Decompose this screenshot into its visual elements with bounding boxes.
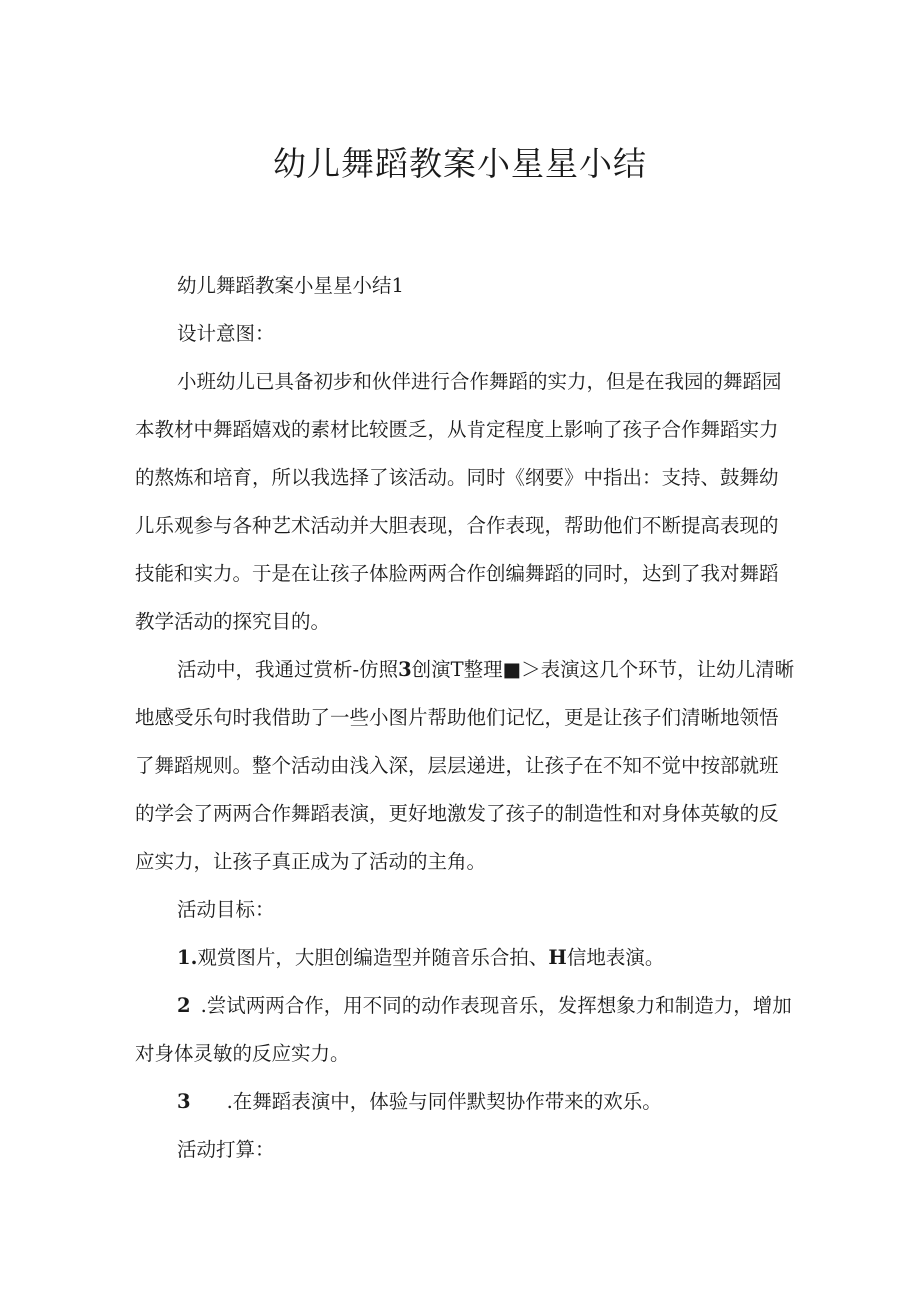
document-body [135, 262, 795, 1174]
section-heading-text: 幼儿舞蹈教案小星星小结1 [177, 274, 404, 297]
goal-3-number: 3 [177, 1090, 191, 1113]
goal-2 [135, 982, 795, 1078]
document-title: 幼儿舞蹈教案小星星小结 [273, 144, 647, 183]
section-heading [135, 262, 795, 310]
goal-1 [135, 934, 795, 982]
goals-label: 活动目标： [177, 898, 275, 921]
goal-1-part-b: 信地表演。 [566, 946, 665, 969]
paragraph-2-part-b: 创演T整理 [411, 658, 503, 681]
paragraph-1: 小班幼儿已具备初步和伙伴进行合作舞蹈的实力，但是在我园的舞蹈园本教材中舞蹈嬉戏的素材比较匮乏，从肯定程度上影响了孩子合作舞蹈实力的熬炼和培育，所以我选择了该活动。同时《纲要》中指出：支持、鼓舞幼儿乐观参与各种艺术活动并大胆表现，合作表现，帮助他们不断提高表现的技能和实力。于是在让孩子体脸两两合作创编舞蹈的同时，达到了我对舞蹈教学活动的探究目的。 [135, 370, 782, 633]
goal-3-text: .在舞蹈表演中，体验与同伴默契协作带来的欢乐。 [226, 1090, 662, 1113]
goal-1-number: 1. [177, 946, 198, 969]
goal-1-part-a: 观赏图片，大胆创编造型并随音乐合拍、 [197, 946, 549, 969]
goal-2-text: .尝试两两合作，用不同的动作表现音乐，发挥想象力和制造力，增加对身体灵敏的反应实力。 [135, 994, 792, 1065]
goal-3 [135, 1078, 795, 1126]
paragraph-2 [135, 646, 795, 886]
square-glyph: ■ [502, 658, 522, 681]
goal-2-number: 2 [177, 994, 191, 1017]
plan-label: 活动打算： [177, 1138, 275, 1161]
goal-1-letter: H [548, 946, 567, 969]
paragraph-2-number: 3 [398, 658, 412, 681]
paragraph-2-part-c: ＞表演这几个环节，让幼儿清晰地感受乐句时我借助了一些小图片帮助他们记忆，更是让孩子们清晰地领悟了舞蹈规则。整个活动由浅入深，层层递进，让孩子在不知不觉中按部就班的学会了两两合作舞蹈表演，更好地激发了孩子的制造性和对身体英敏的反应实力，让孩子真正成为了活动的主角。 [135, 658, 795, 873]
paragraph-2-part-a: 活动中，我通过赏析-仿照 [177, 658, 399, 681]
design-intent-label: 设计意图： [177, 322, 275, 345]
